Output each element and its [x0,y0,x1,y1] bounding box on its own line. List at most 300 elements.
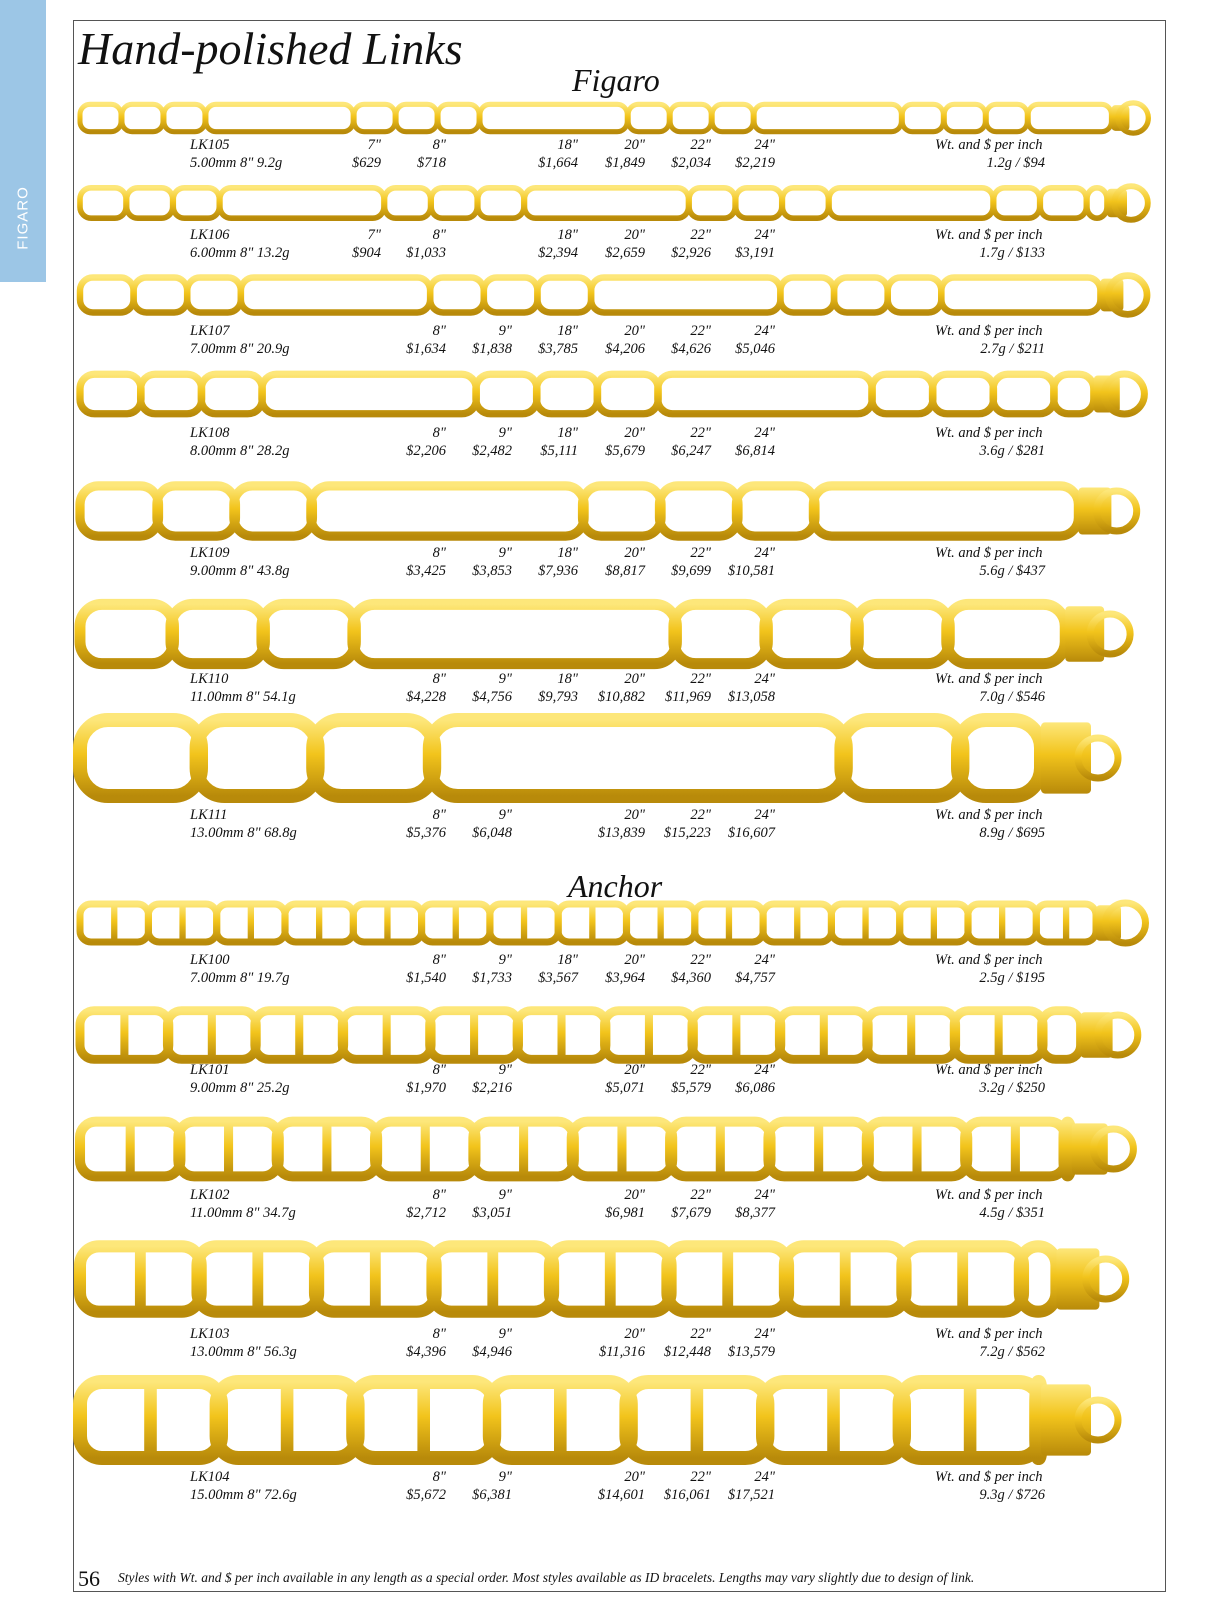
price-value: $3,425 [406,563,446,579]
length-label: 22" [690,545,711,561]
anchor-bar [589,904,595,942]
product-spec: 11.00mm 8" 54.1g [190,689,296,705]
price-value: $4,626 [671,341,711,357]
price-value: $3,051 [472,1205,512,1221]
price-value: $2,219 [735,155,775,171]
product-row-lk103 [0,1325,1213,1363]
price-value: $4,396 [406,1344,446,1360]
product-code: LK110 [190,671,229,687]
length-label: 8" [432,1187,446,1203]
anchor-bar [554,1382,567,1458]
length-label: 18" [557,671,578,687]
price-value: $5,579 [671,1080,711,1096]
per-inch-label: Wt. and $ per inch [935,227,1043,243]
anchor-bar [716,1122,725,1177]
chain-link [311,486,584,536]
price-value: $11,969 [664,689,711,705]
product-row-lk106 [0,226,1213,264]
chain-link [353,604,677,663]
product-row-lk110 [0,670,1213,708]
length-label: 22" [690,425,711,441]
chain-link [478,188,524,218]
price-value: $1,664 [538,155,578,171]
chain-link [122,104,163,131]
length-label: 24" [754,671,775,687]
chain-link [80,486,159,536]
chain-link [689,188,735,218]
chain-image [78,368,1153,420]
anchor-bar [912,1122,921,1177]
length-label: 20" [624,1062,645,1078]
price-value: $2,482 [472,443,512,459]
price-value: $8,377 [735,1205,775,1221]
product-code: LK100 [190,952,230,968]
chain-image [78,1113,1153,1185]
anchor-bar [794,904,800,942]
length-label: 24" [754,807,775,823]
price-value: $4,757 [735,970,775,986]
anchor-bar [820,1011,828,1060]
length-label: 20" [624,671,645,687]
anchor-bar [521,904,527,942]
chain-link [80,720,201,796]
price-value: $5,376 [406,825,446,841]
anchor-bar [421,1122,430,1177]
per-inch-value: 4.5g / $351 [979,1205,1045,1221]
anchor-bar [252,1246,263,1311]
anchor-bar [135,1246,146,1311]
length-label: 20" [624,807,645,823]
anchor-bar [470,1011,478,1060]
per-inch-value: 5.6g / $437 [979,563,1045,579]
chain-link [754,104,901,131]
price-value: $13,579 [727,1344,775,1360]
price-value: $12,448 [663,1344,711,1360]
chain-link [430,278,484,313]
chain-image [78,183,1153,223]
chain-image [78,272,1153,318]
per-inch-value: 9.3g / $726 [979,1487,1045,1503]
length-label: 9" [498,807,512,823]
chain-link [538,278,592,313]
chain-link [829,188,993,218]
length-label: 20" [624,425,645,441]
product-row-lk100 [0,951,1213,989]
length-label: 20" [624,952,645,968]
length-label: 24" [754,323,775,339]
anchor-bar [120,1011,128,1060]
price-value: $17,521 [727,1487,775,1503]
length-label: 8" [432,807,446,823]
chain-link [171,604,265,663]
chain-link [157,486,236,536]
chain-image [78,708,1153,808]
product-code: LK105 [190,137,230,153]
chain-link [524,188,688,218]
chain-link [782,188,828,218]
product-code: LK103 [190,1326,230,1342]
price-value: $2,926 [671,245,711,261]
clasp-body [1041,1384,1091,1455]
chain-link [670,104,711,131]
length-label: 22" [690,137,711,153]
per-inch-value: 2.5g / $195 [979,970,1045,986]
price-value: $1,634 [406,341,446,357]
chain-link [947,604,1065,663]
price-value: $13,839 [597,825,645,841]
anchor-bar [907,1011,915,1060]
chain-link [234,486,312,536]
chain-link [994,188,1040,218]
product-code: LK104 [190,1469,230,1485]
chain-link [944,104,985,131]
price-value: $6,814 [735,443,775,459]
length-label: 22" [690,671,711,687]
product-spec: 13.00mm 8" 56.3g [190,1344,297,1360]
length-label: 8" [432,425,446,441]
anchor-bar [658,904,664,942]
chain-link [241,278,430,313]
price-value: $4,946 [472,1344,512,1360]
anchor-bar [208,1011,216,1060]
price-value: $15,223 [663,825,711,841]
product-spec: 5.00mm 8" 9.2g [190,155,283,171]
length-label: 22" [690,323,711,339]
chain-link [736,486,815,536]
chain-link [262,604,356,663]
anchor-bar [645,1011,653,1060]
chain-link [628,104,669,131]
clasp-body [1041,722,1091,793]
price-value: $1,033 [406,245,446,261]
anchor-bar [862,904,868,942]
length-label: 22" [690,1187,711,1203]
product-code: LK108 [190,425,230,441]
product-code: LK111 [190,807,228,823]
chain-image [78,1003,1153,1067]
anchor-bar [453,904,459,942]
product-row-lk105 [0,136,1213,174]
length-label: 24" [754,137,775,153]
price-value: $1,970 [406,1080,446,1096]
chain-link [1054,374,1094,414]
clasp-body [1056,1248,1099,1309]
product-code: LK101 [190,1062,230,1078]
price-value: $13,058 [727,689,775,705]
chain-link [431,188,477,218]
page-title: Hand-polished Links [78,23,463,74]
chain-link [354,104,395,131]
chain-link [537,374,598,414]
price-value: $5,679 [605,443,645,459]
price-value: $718 [417,155,446,171]
per-inch-value: 2.7g / $211 [980,341,1045,357]
chain-link [712,104,753,131]
chain-link [813,486,1078,536]
product-spec: 8.00mm 8" 28.2g [190,443,290,459]
anchor-bar [814,1122,823,1177]
length-label: 8" [432,952,446,968]
price-value: $1,838 [472,341,512,357]
anchor-bar [316,904,322,942]
length-label: 9" [498,425,512,441]
chain-link [313,720,434,796]
chain-link [1028,104,1111,131]
product-row-lk109 [0,544,1213,582]
per-inch-label: Wt. and $ per inch [935,545,1043,561]
anchor-bar [248,904,254,942]
chain-link [1064,1122,1072,1177]
length-label: 18" [557,425,578,441]
anchor-bar [999,904,1005,942]
chain-link [173,188,219,218]
length-label: 9" [498,952,512,968]
anchor-bar [957,1246,968,1311]
anchor-bar [1011,1122,1020,1177]
per-inch-value: 3.6g / $281 [979,443,1045,459]
chain-link [385,188,431,218]
chain-image [78,478,1153,544]
chain-link [476,374,537,414]
chain-link [736,188,782,218]
product-spec: 6.00mm 8" 13.2g [190,245,290,261]
price-value: $16,607 [727,825,775,841]
chain-image [78,1236,1153,1322]
chain-link [932,374,993,414]
per-inch-label: Wt. and $ per inch [935,1326,1043,1342]
product-code: LK109 [190,545,230,561]
anchor-bar [840,1246,851,1311]
length-label: 18" [557,323,578,339]
product-row-lk101 [0,1061,1213,1099]
per-inch-label: Wt. and $ per inch [935,952,1043,968]
chain-link [765,604,859,663]
chain-image [78,1370,1153,1470]
product-spec: 9.00mm 8" 25.2g [190,1080,290,1096]
length-label: 24" [754,1187,775,1203]
chain-link [134,278,188,313]
chain-link [187,278,241,313]
price-value: $3,567 [538,970,578,986]
price-value: $5,111 [540,443,578,459]
price-value: $1,733 [472,970,512,986]
length-label: 22" [690,952,711,968]
chain-link [872,374,933,414]
chain-link [484,278,538,313]
price-value: $5,046 [735,341,775,357]
anchor-bar [722,1246,733,1311]
price-value: $4,228 [406,689,446,705]
product-spec: 9.00mm 8" 43.8g [190,563,290,579]
anchor-bar [519,1122,528,1177]
product-row-lk108 [0,424,1213,462]
product-row-lk102 [0,1186,1213,1224]
per-inch-value: 7.2g / $562 [979,1344,1045,1360]
length-label: 22" [690,227,711,243]
anchor-bar [557,1011,565,1060]
anchor-bar [295,1011,303,1060]
price-value: $8,817 [605,563,645,579]
chain-image [78,595,1153,673]
length-label: 9" [498,545,512,561]
chain-link [1040,188,1086,218]
length-label: 22" [690,1062,711,1078]
price-value: $6,381 [472,1487,512,1503]
chain-link [220,188,384,218]
length-label: 8" [432,137,446,153]
anchor-bar [370,1246,381,1311]
chain-image [78,100,1153,136]
chain-link [583,486,662,536]
chain-link [262,374,476,414]
length-label: 7" [367,227,381,243]
price-value: $9,699 [671,563,711,579]
length-label: 24" [754,227,775,243]
price-value: $1,849 [605,155,645,171]
anchor-bar [691,1382,704,1458]
per-inch-value: 1.7g / $133 [979,245,1045,261]
price-value: $6,247 [671,443,711,459]
anchor-bar [605,1246,616,1311]
price-value: $10,882 [597,689,645,705]
anchor-bar [964,1382,977,1458]
length-label: 9" [498,1062,512,1078]
length-label: 22" [690,807,711,823]
length-label: 9" [498,1326,512,1342]
chain-link [941,278,1100,313]
chain-link [80,374,141,414]
chain-link [80,188,126,218]
chain-link [430,720,846,796]
length-label: 7" [367,137,381,153]
price-value: $1,540 [406,970,446,986]
chain-link [438,104,479,131]
anchor-bar [827,1382,840,1458]
product-spec: 7.00mm 8" 19.7g [190,970,290,986]
price-value: $11,316 [598,1344,645,1360]
length-label: 24" [754,1062,775,1078]
length-label: 20" [624,1187,645,1203]
chain-link [197,720,318,796]
product-code: LK107 [190,323,230,339]
price-value: $3,785 [538,341,578,357]
chain-link [1020,1246,1057,1311]
anchor-bar [144,1382,157,1458]
length-label: 9" [498,671,512,687]
product-spec: 13.00mm 8" 68.8g [190,825,297,841]
length-label: 20" [624,323,645,339]
chain-link [834,278,888,313]
anchor-bar [126,1122,135,1177]
length-label: 24" [754,952,775,968]
length-label: 8" [432,1062,446,1078]
length-label: 9" [498,323,512,339]
anchor-bar [384,904,390,942]
length-label: 18" [557,137,578,153]
length-label: 18" [557,227,578,243]
price-value: $7,936 [538,563,578,579]
price-value: $3,853 [472,563,512,579]
chain-link [201,374,262,414]
anchor-bar [931,904,937,942]
product-row-lk104 [0,1468,1213,1506]
chain-link [396,104,437,131]
length-label: 8" [432,1469,446,1485]
price-value: $2,394 [538,245,578,261]
per-inch-label: Wt. and $ per inch [935,1062,1043,1078]
chain-link [993,374,1054,414]
chain-link [902,104,943,131]
length-label: 24" [754,425,775,441]
price-value: $14,601 [597,1487,645,1503]
product-spec: 15.00mm 8" 72.6g [190,1487,297,1503]
price-value: $3,964 [605,970,645,986]
chain-link [659,486,738,536]
product-row-lk107 [0,322,1213,360]
anchor-bar [281,1382,294,1458]
per-inch-label: Wt. and $ per inch [935,425,1043,441]
section-title-anchor: Anchor [568,868,663,904]
price-value: $6,048 [472,825,512,841]
chain-link [674,604,768,663]
price-value: $9,793 [538,689,578,705]
anchor-bar [617,1122,626,1177]
chain-link [480,104,627,131]
anchor-bar [995,1011,1003,1060]
anchor-bar [322,1122,331,1177]
anchor-bar [417,1382,430,1458]
price-value: $5,672 [406,1487,446,1503]
per-inch-label: Wt. and $ per inch [935,1187,1043,1203]
price-value: $2,206 [406,443,446,459]
side-tab-label: FIGARO [14,186,32,250]
per-inch-label: Wt. and $ per inch [935,323,1043,339]
chain-link [80,104,121,131]
length-label: 20" [624,1326,645,1342]
length-label: 20" [624,1469,645,1485]
chain-link [958,720,1041,796]
chain-link [986,104,1027,131]
chain-link [841,720,962,796]
chain-link [597,374,658,414]
length-label: 22" [690,1326,711,1342]
price-value: $4,756 [472,689,512,705]
price-value: $2,216 [472,1080,512,1096]
length-label: 24" [754,545,775,561]
price-value: $629 [352,155,381,171]
per-inch-label: Wt. and $ per inch [935,807,1043,823]
price-value: $904 [352,245,381,261]
chain-link [80,604,174,663]
per-inch-label: Wt. and $ per inch [935,671,1043,687]
length-label: 20" [624,227,645,243]
length-label: 9" [498,1469,512,1485]
chain-link [1087,188,1107,218]
per-inch-value: 7.0g / $546 [979,689,1045,705]
price-value: $16,061 [663,1487,711,1503]
chain-image [78,898,1153,948]
length-label: 8" [432,671,446,687]
anchor-bar [111,904,117,942]
chain-link [658,374,872,414]
chain-link [856,604,950,663]
anchor-bar [1063,904,1069,942]
price-value: $6,086 [735,1080,775,1096]
per-inch-label: Wt. and $ per inch [935,1469,1043,1485]
length-label: 20" [624,137,645,153]
price-value: $6,981 [605,1205,645,1221]
length-label: 8" [432,227,446,243]
